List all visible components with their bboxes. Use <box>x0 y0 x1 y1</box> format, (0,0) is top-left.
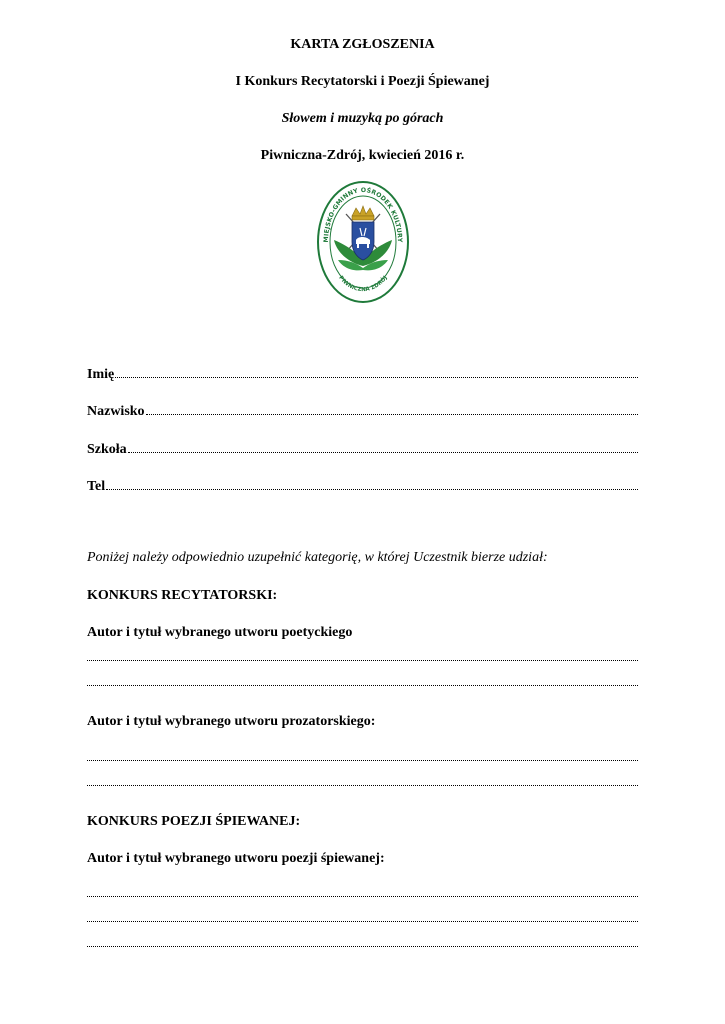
instructions-text: Poniżej należy odpowiednio uzupełnić kategorię, w której Uczestnik bierze udział: <box>87 550 548 565</box>
surname-field[interactable] <box>87 401 638 419</box>
contest-name: I Konkurs Recytatorski i Poezji Śpiewanej <box>235 74 490 89</box>
school-field[interactable] <box>87 439 638 457</box>
surname-label: Nazwisko <box>87 404 145 419</box>
recitation-heading: KONKURS RECYTATORSKI: <box>87 588 278 603</box>
school-dotted-line[interactable] <box>128 439 638 453</box>
song-entry-line-3[interactable] <box>87 945 638 947</box>
name-field[interactable] <box>87 364 638 382</box>
cultural-center-logo <box>316 180 410 304</box>
logo-ring-text-bottom: PIWNICZNA ZDRÓJ <box>337 275 389 294</box>
song-work-label: Autor i tytuł wybranego utworu poezji śpiewanej: <box>87 851 385 866</box>
logo-ring-text-top: MIEJSKO-GMINNY OŚRODEK KULTURY <box>322 186 404 243</box>
place-date: Piwniczna-Zdrój, kwiecień 2016 r. <box>260 148 465 163</box>
phone-label: Tel <box>87 479 106 494</box>
name-label: Imię <box>87 367 115 382</box>
prose-work-label: Autor i tytuł wybranego utworu prozatorskiego: <box>87 714 376 729</box>
phone-field[interactable] <box>87 476 638 494</box>
poetry-entry-line-1[interactable] <box>87 659 638 661</box>
poetry-entry-line-2[interactable] <box>87 684 638 686</box>
song-entry-line-2[interactable] <box>87 920 638 922</box>
surname-dotted-line[interactable] <box>146 401 638 415</box>
prose-entry-line-2[interactable] <box>87 784 638 786</box>
name-dotted-line[interactable] <box>115 364 638 378</box>
phone-dotted-line[interactable] <box>106 476 638 490</box>
poetry-work-label: Autor i tytuł wybranego utworu poetyckiego <box>87 625 353 640</box>
school-label: Szkoła <box>87 442 127 457</box>
form-title: KARTA ZGŁOSZENIA <box>290 37 435 52</box>
contest-motto: Słowem i muzyką po górach <box>281 111 444 126</box>
song-entry-line-1[interactable] <box>87 895 638 897</box>
logo-emblem-icon <box>316 180 410 304</box>
sung-poetry-heading: KONKURS POEZJI ŚPIEWANEJ: <box>87 814 301 829</box>
prose-entry-line-1[interactable] <box>87 759 638 761</box>
